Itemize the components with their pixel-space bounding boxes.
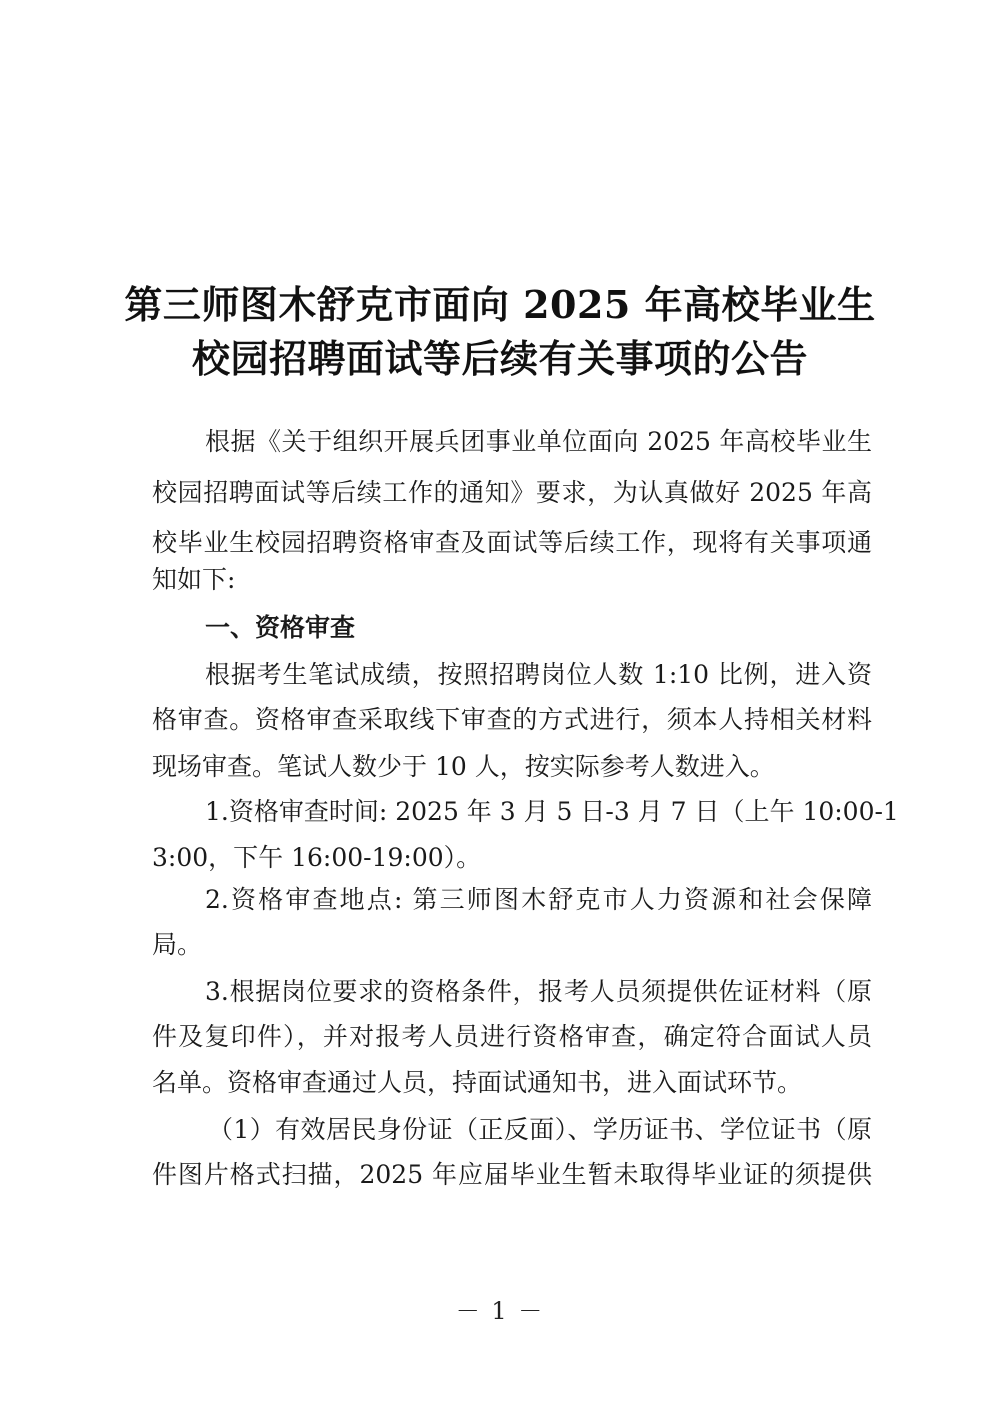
item3-sub1-line-1: （1）有效居民身份证（正反面）、学历证书、学位证书（原: [208, 1115, 872, 1144]
section1-line-1: 根据考生笔试成绩，按照招聘岗位人数 1:10 比例，进入资: [205, 660, 872, 689]
item3-line-3: 名单。资格审查通过人员，持面试通知书，进入面试环节。: [152, 1068, 803, 1097]
page-number: － 1 －: [455, 1297, 545, 1325]
section1-line-3: 现场审查。笔试人数少于 10 人，按实际参考人数进入。: [152, 752, 775, 781]
item3-line-1: 3.根据岗位要求的资格条件，报考人员须提供佐证材料（原: [205, 977, 872, 1006]
item1-line-2: 3:00，下午 16:00-19:00）。: [152, 843, 482, 872]
document-title-line-1: 第三师图木舒克市面向 2025 年高校毕业生: [124, 282, 876, 327]
item2-line-1: 2.资格审查地点: 第三师图木舒克市人力资源和社会保障: [205, 885, 872, 914]
item3-line-2: 件及复印件），并对报考人员进行资格审查，确定符合面试人员: [152, 1022, 872, 1051]
item1-line-1: 1.资格审查时间: 2025 年 3 月 5 日-3 月 7 日（上午 10:00-1: [205, 797, 899, 826]
section-heading-qualification-review: 一、资格审查: [205, 613, 356, 642]
item3-sub1-line-2: 件图片格式扫描，2025 年应届毕业生暂未取得毕业证的须提供: [152, 1160, 872, 1189]
intro-line-3: 校毕业生校园招聘资格审查及面试等后续工作，现将有关事项通: [152, 528, 872, 557]
intro-line-1: 根据《关于组织开展兵团事业单位面向 2025 年高校毕业生: [205, 427, 872, 456]
intro-line-2: 校园招聘面试等后续工作的通知》要求，为认真做好 2025 年高: [152, 478, 872, 507]
intro-line-4: 知如下:: [152, 565, 236, 594]
item2-line-2: 局。: [152, 930, 203, 959]
section1-line-2: 格审查。资格审查采取线下审查的方式进行，须本人持相关材料: [152, 705, 872, 734]
document-title-line-2: 校园招聘面试等后续有关事项的公告: [191, 336, 808, 381]
